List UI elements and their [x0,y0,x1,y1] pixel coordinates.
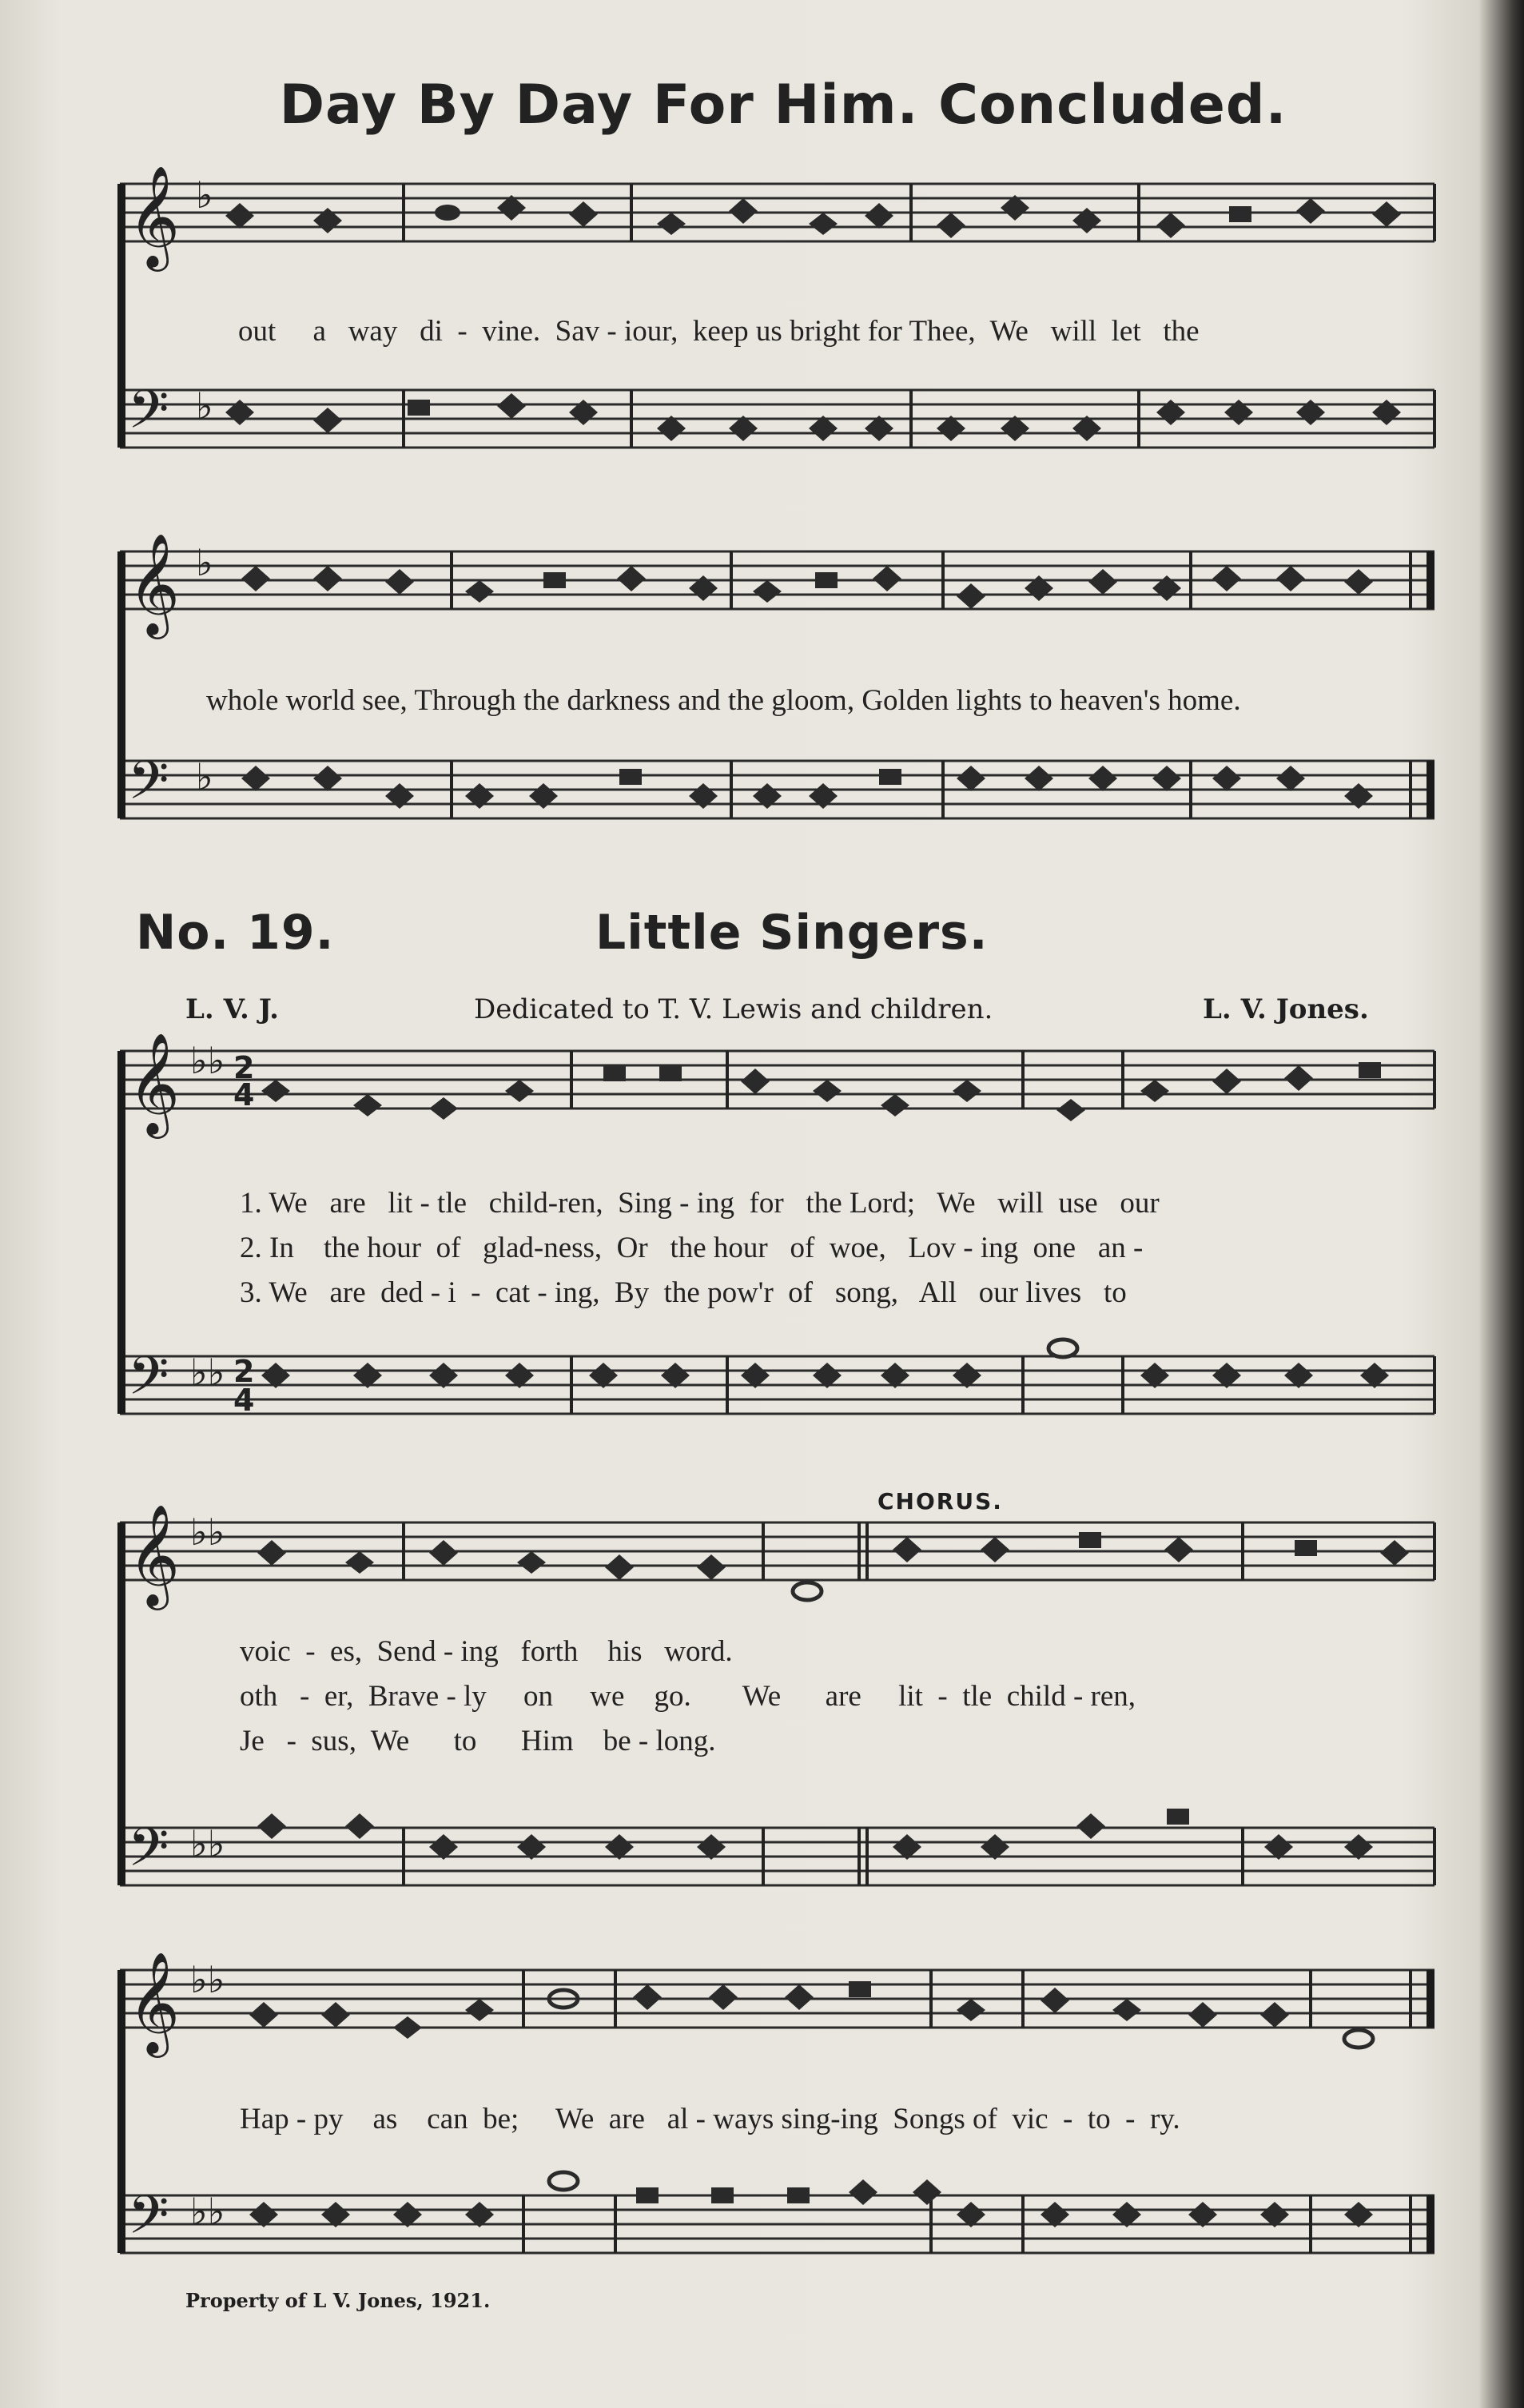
flat-icon: ♭ [196,541,213,584]
flat-icon: ♭ [196,173,213,217]
dedication: Dedicated to T. V. Lewis and children. [474,993,993,1025]
bass-clef-icon: 𝄢 [128,1817,169,1891]
verse-line: voic - es, Send - ing forth his word. [240,1635,733,1668]
verse-line: oth - er, Brave - ly on we go. We are lit - tle child - ren, [240,1680,1136,1713]
time-signature-top: 2 [233,1050,255,1085]
verse-line: 3. We are ded - i - cat - ing, By the pow'r of song, All our lives to [240,1276,1127,1309]
flat-icon: ♭♭ [190,1822,225,1865]
flat-icon: ♭♭ [190,1351,225,1394]
flat-icon: ♭♭ [190,1039,225,1082]
time-signature-bottom: 4 [233,1077,255,1112]
treble-clef-icon: 𝄞 [128,532,181,635]
bass-clef-icon: 𝄢 [128,379,169,453]
copyright-footer: Property of L V. Jones, 1921. [185,2289,491,2312]
verse-line: Je - sus, We to Him be - long. [240,1725,716,1757]
bass-clef-icon: 𝄢 [128,750,169,824]
time-signature-bottom: 4 [233,1383,255,1418]
bass-clef-icon: 𝄢 [128,2184,169,2259]
chorus-lyrics: Hap - py as can be; We are al - ways sing-ing Songs of vic - to - ry. [240,2103,1180,2135]
song-title: Little Singers. [595,905,989,961]
lyrics-line: whole world see, Through the darkness and the gloom, Golden lights to heaven's home. [206,684,1241,717]
flat-icon: ♭ [196,755,213,798]
time-signature-top: 2 [233,1354,255,1389]
flat-icon: ♭ [196,384,213,428]
treble-clef-icon: 𝄞 [128,165,181,267]
flat-icon: ♭♭ [190,1958,225,2001]
verse-line: 2. In the hour of glad-ness, Or the hour of woe, Lov - ing one an - [240,1232,1144,1264]
composer-credit: L. V. Jones. [1203,993,1369,1025]
author-credit: L. V. J. [185,993,279,1025]
flat-icon: ♭♭ [190,2190,225,2233]
flat-icon: ♭♭ [190,1510,225,1554]
treble-clef-icon: 𝄞 [128,1032,181,1134]
treble-clef-icon: 𝄞 [128,1951,181,2053]
song-title-concluded: Day By Day For Him. Concluded. [279,74,1287,137]
hymn-number: No. 19. [136,905,335,961]
chorus-label: CHORUS. [877,1488,1003,1514]
treble-clef-icon: 𝄞 [128,1503,181,1606]
verse-line: 1. We are lit - tle child-ren, Sing - ing for the Lord; We will use our [240,1187,1160,1220]
bass-clef-icon: 𝄢 [128,1345,169,1419]
lyrics-line: out a way di - vine. Sav - iour, keep us bright for Thee, We will let the [238,315,1200,348]
